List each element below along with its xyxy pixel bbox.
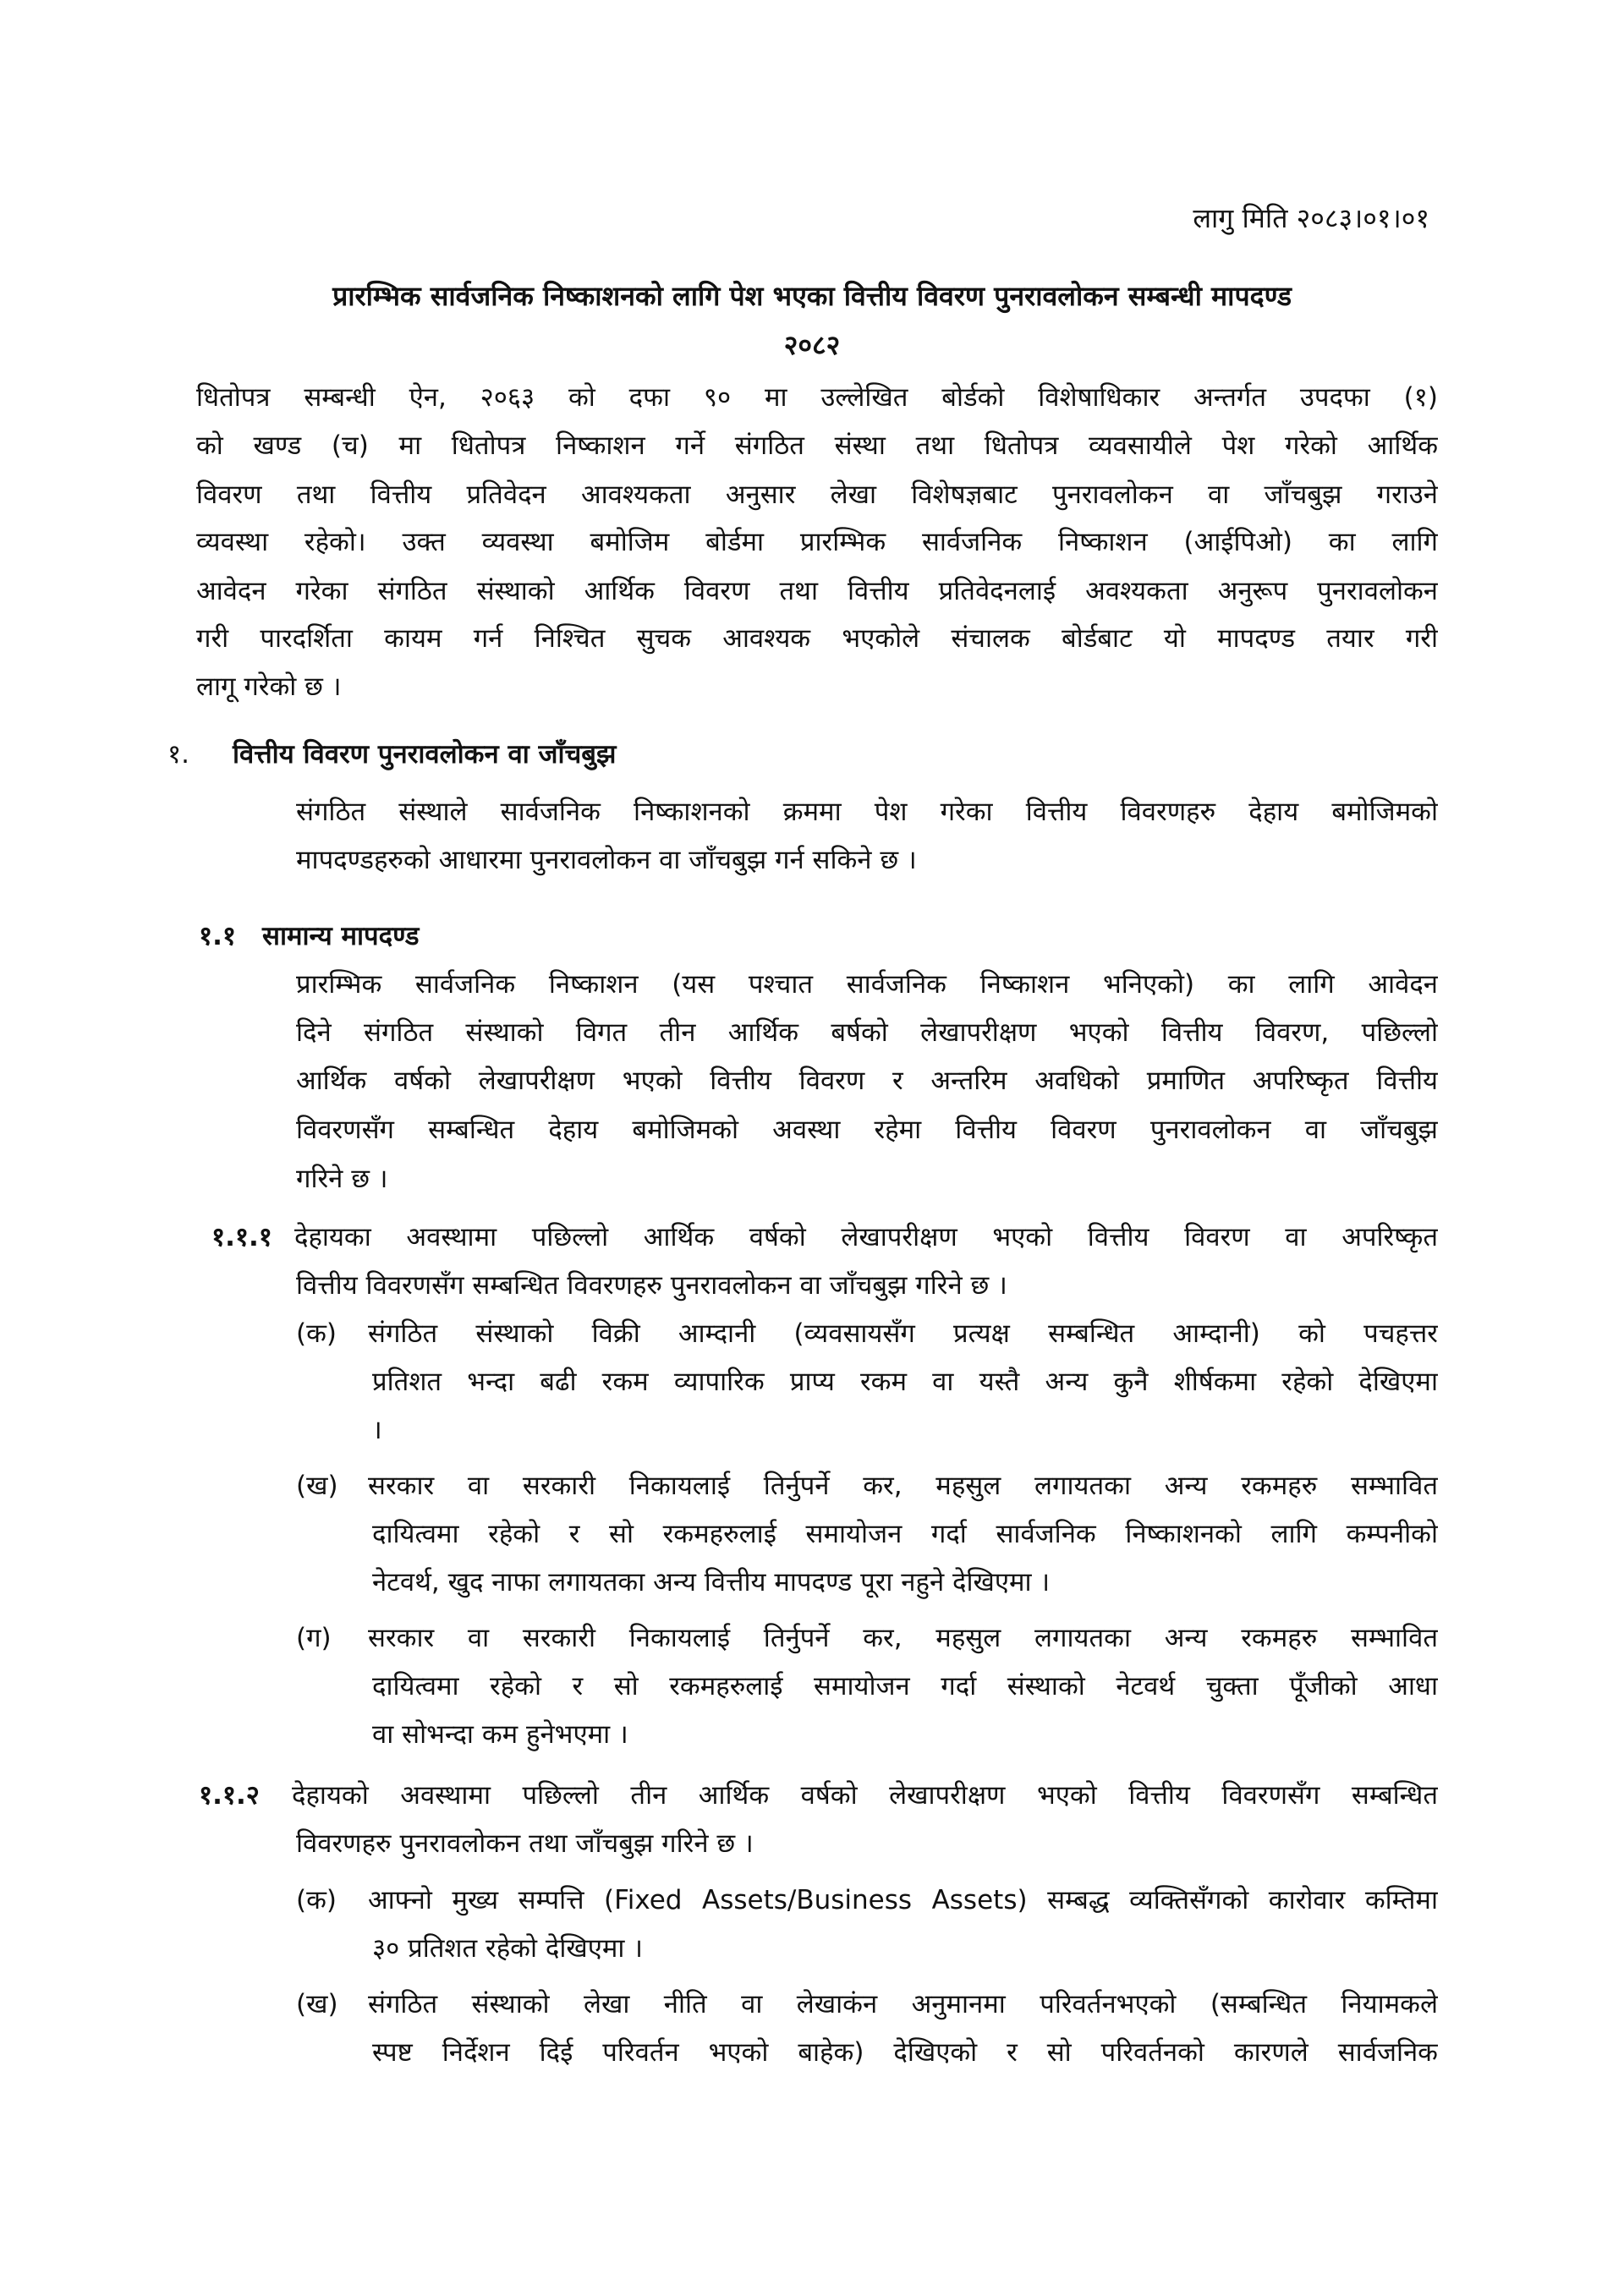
section-line: वित्तीय विवरणसँग सम्बन्धित विवरणहरु पुनरावलोकन वा जाँचबुझ गरिने छ । <box>296 1270 1007 1301</box>
item-line: दायित्वमा रहेको र सो रकमहरुलाई समायोजन गर्दा सार्वजनिक निष्काशनको लागि कम्पनीको <box>372 1519 1438 1549</box>
section-line: आर्थिक वर्षको लेखापरीक्षण भएको वित्तीय विवरण र अन्तरिम अवधिको प्रमाणित अपरिष्कृत वित्तीय <box>296 1066 1438 1096</box>
section-line: विवरणहरु पुनरावलोकन तथा जाँचबुझ गरिने छ । <box>296 1828 754 1859</box>
item-line: संगठित संस्थाको विक्री आम्दानी (व्यवसायसँग प्रत्यक्ष सम्बन्धित आम्दानी) को पचहत्तर <box>368 1318 1438 1349</box>
section-line: देहायका अवस्थामा पछिल्लो आर्थिक वर्षको लेखापरीक्षण भएको वित्तीय विवरण वा अपरिष्कृत <box>294 1222 1438 1252</box>
effective-date: लागु मिति २०८३।०१।०१ <box>1193 202 1429 234</box>
section-heading: वित्तीय विवरण पुनरावलोकन वा जाँचबुझ <box>233 739 617 770</box>
section-line: गरिने छ । <box>296 1164 388 1194</box>
item-marker: (क) <box>296 1318 337 1349</box>
section-line: प्रारम्भिक सार्वजनिक निष्काशन (यस पश्चात सार्वजनिक निष्काशन भनिएको) का लागि आवेदन <box>296 969 1438 1000</box>
section-line: दिने संगठित संस्थाको विगत तीन आर्थिक बर्षको लेखापरीक्षण भएको वित्तीय विवरण, पछिल्लो <box>296 1017 1438 1048</box>
section-line: देहायको अवस्थामा पछिल्लो तीन आर्थिक वर्षको लेखापरीक्षण भएको वित्तीय विवरणसँग सम्बन्धित <box>292 1780 1438 1811</box>
preamble-line: व्यवस्था रहेको। उक्त व्यवस्था बमोजिम बोर्डमा प्रारम्भिक सार्वजनिक निष्काशन (आईपिओ) का लागि <box>196 527 1438 557</box>
preamble-line: धितोपत्र सम्बन्धी ऐन, २०६३ को दफा ९० मा उल्लेखित बोर्डको विशेषाधिकार अन्तर्गत उपदफा (१) <box>196 382 1438 413</box>
item-line: दायित्वमा रहेको र सो रकमहरुलाई समायोजन गर्दा संस्थाको नेटवर्थ चुक्ता पूँजीको आधा <box>372 1671 1438 1701</box>
item-line: ३० प्रतिशत रहेको देखिएमा । <box>372 1933 644 1964</box>
section-line: संगठित संस्थाले सार्वजनिक निष्काशनको क्रममा पेश गरेका वित्तीय विवरणहरु देहाय बमोजिमको <box>296 797 1438 827</box>
document-title: प्रारम्भिक सार्वजनिक निष्काशनको लागि पेश भएका वित्तीय विवरण पुनरावलोकन सम्बन्धी मापदण्ड <box>332 280 1292 312</box>
section-number: १.१ <box>199 921 237 951</box>
item-marker: (ख) <box>296 1471 338 1501</box>
preamble-line: विवरण तथा वित्तीय प्रतिवेदन आवश्यकता अनुसार लेखा विशेषज्ञबाट पुनरावलोकन वा जाँचबुझ गराउने <box>196 479 1438 510</box>
item-marker: (ग) <box>296 1623 332 1653</box>
item-line: सरकार वा सरकारी निकायलाई तिर्नुपर्ने कर, महसुल लगायतका अन्य रकमहरु सम्भावित <box>368 1623 1438 1653</box>
section-number: १. <box>167 739 189 770</box>
document-title-year: २०८२ <box>783 329 841 361</box>
item-line: स्पष्ट निर्देशन दिई परिवर्तन भएको बाहेक) देखिएको र सो परिवर्तनको कारणले सार्वजनिक <box>372 2037 1438 2068</box>
section-heading: सामान्य मापदण्ड <box>262 921 420 951</box>
item-line: सरकार वा सरकारी निकायलाई तिर्नुपर्ने कर, महसुल लगायतका अन्य रकमहरु सम्भावित <box>368 1471 1438 1501</box>
section-number: १.१.१ <box>211 1222 272 1252</box>
preamble-line: लागू गरेको छ । <box>196 671 342 702</box>
section-number: १.१.२ <box>199 1780 260 1811</box>
item-line: । <box>372 1415 382 1445</box>
preamble-line: आवेदन गरेका संगठित संस्थाको आर्थिक विवरण तथा वित्तीय प्रतिवेदनलाई अवश्यकता अनुरूप पुनरावलोकन <box>196 576 1438 606</box>
item-marker: (ख) <box>296 1989 338 2019</box>
item-line: प्रतिशत भन्दा बढी रकम व्यापारिक प्राप्य रकम वा यस्तै अन्य कुनै शीर्षकमा रहेको देखिएमा <box>372 1367 1438 1397</box>
preamble-line: गरी पारदर्शिता कायम गर्न निश्चित सुचक आवश्यक भएकोले संचालक बोर्डबाट यो मापदण्ड तयार गरी <box>196 623 1438 654</box>
item-line: संगठित संस्थाको लेखा नीति वा लेखाकंन अनुमानमा परिवर्तनभएको (सम्बन्धित नियामकले <box>368 1989 1438 2019</box>
item-line: आफ्नो मुख्य सम्पत्ति (Fixed Assets/Business Assets) सम्बद्ध व्यक्तिसँगको कारोवार कम्तिमा <box>368 1885 1438 1915</box>
item-line: नेटवर्थ, खुद नाफा लगायतका अन्य वित्तीय मापदण्ड पूरा नहुने देखिएमा । <box>372 1567 1051 1597</box>
preamble-line: को खण्ड (च) मा धितोपत्र निष्काशन गर्ने संगठित संस्था तथा धितोपत्र व्यवसायीले पेश गरेको आर्थिक <box>196 430 1438 461</box>
item-line: वा सोभन्दा कम हुनेभएमा । <box>372 1719 628 1750</box>
item-marker: (क) <box>296 1885 337 1915</box>
section-line: विवरणसँग सम्बन्धित देहाय बमोजिमको अवस्था रहेमा वित्तीय विवरण पुनरावलोकन वा जाँचबुझ <box>296 1115 1438 1145</box>
section-line: मापदण्डहरुको आधारमा पुनरावलोकन वा जाँचबुझ गर्न सकिने छ । <box>296 845 917 875</box>
